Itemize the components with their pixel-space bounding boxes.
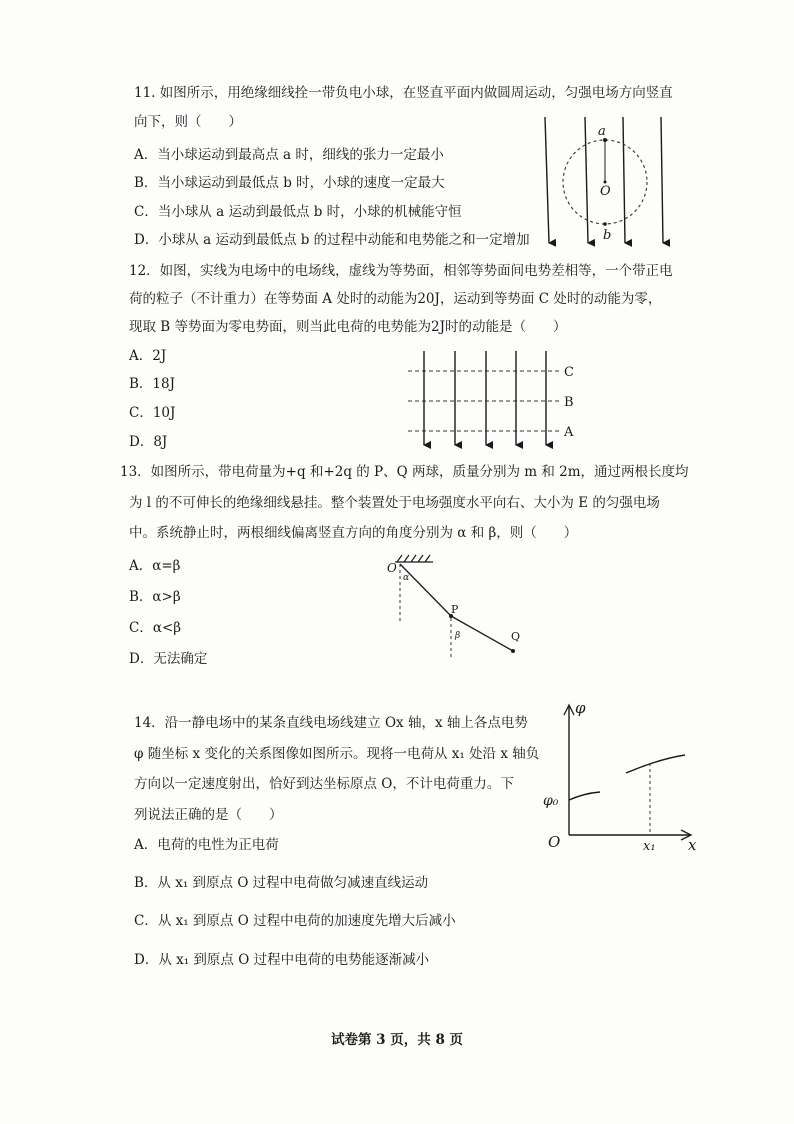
- q12-stem-line2: 荷的粒子（不计重力）在等势面 A 处时的动能为20J，运动到等势面 C 处时的动能为零，: [129, 291, 662, 307]
- q12-option-b: B．18J: [129, 376, 176, 392]
- q14-stem-line4: 列说法正确的是（ ）: [134, 807, 283, 823]
- q12-option-d: D．8J: [129, 434, 168, 450]
- q11-option-d: D．小球从 a 运动到最低点 b 的过程中动能和电势能之和一定增加: [134, 232, 530, 248]
- q11-label-b: b: [603, 228, 612, 243]
- q13-option-a: A．α=β: [129, 558, 181, 574]
- q14-option-b: B．从 x₁ 到原点 O 过程中电荷做匀减速直线运动: [134, 875, 429, 891]
- q14-stem-line3: 方向以一定速度射出，恰好到达坐标原点 O，不计电荷重力。下: [134, 776, 514, 792]
- q11-option-b: B．当小球运动到最低点 b 时，小球的速度一定最大: [134, 175, 445, 191]
- q14-curve-right: [626, 755, 685, 773]
- q13-option-d: D．无法确定: [129, 651, 208, 667]
- q11-label-o: O: [600, 184, 611, 199]
- q13-option-c: C．α<β: [129, 620, 182, 636]
- q14-label-o: O: [548, 833, 561, 851]
- q11-point-b: [603, 222, 607, 226]
- q14-option-c: C．从 x₁ 到原点 O 过程中电荷的加速度先增大后减小: [134, 913, 456, 929]
- q14-curve-left: [569, 792, 600, 800]
- q13-thread-pq: [451, 616, 513, 651]
- q11-figure: [535, 115, 685, 250]
- q12-label-c: C: [564, 365, 574, 380]
- field-line: [661, 117, 663, 243]
- q14-stem-line1: 14．沿一静电场中的某条直线电场线建立 Ox 轴，x 轴上各点电势: [134, 715, 528, 731]
- q12-stem-line1: 12．如图，实线为电场中的电场线，虚线为等势面，相邻等势面间电势差相等，一个带正电: [129, 263, 673, 279]
- q13-stem-line3: 中。系统静止时，两根细线偏离竖直方向的角度分别为 α 和 β，则（ ）: [129, 525, 578, 541]
- field-line: [585, 117, 588, 243]
- field-line: [545, 117, 549, 243]
- q13-label-q: Q: [511, 630, 521, 643]
- q12-equipotentials: [408, 371, 560, 431]
- q12-label-b: B: [564, 395, 574, 410]
- q13-stem-line1: 13．如图所示，带电荷量为+q 和+2q 的 P、Q 两球，质量分别为 m 和 2m，通过两根长度均: [120, 464, 689, 480]
- q12-option-c: C．10J: [129, 405, 176, 421]
- q12-stem-line3: 现取 B 等势面为零电势面，则当此电荷的电势能为2J时的动能是（ ）: [129, 319, 567, 335]
- q14-figure: [540, 695, 710, 855]
- q12-figure: [400, 345, 590, 450]
- q14-label-phi0: φ₀: [543, 793, 559, 809]
- q14-option-a: A．电荷的电性为正电荷: [134, 837, 279, 853]
- q12-label-a: A: [564, 425, 574, 440]
- page-footer: 试卷第 3 页，共 8 页: [330, 1032, 464, 1048]
- q14-label-x1: x₁: [643, 839, 656, 854]
- q11-option-c: C．当小球从 a 运动到最低点 b 时，小球的机械能守恒: [134, 204, 462, 220]
- q13-label-o: O: [387, 561, 397, 575]
- q13-figure: [375, 552, 525, 662]
- q13-label-p: P: [451, 603, 459, 616]
- q11-option-a: A．当小球运动到最高点 a 时，细线的张力一定最小: [134, 147, 444, 163]
- q13-ball-q: [511, 649, 515, 653]
- q13-stem-line2: 为 l 的不可伸长的绝缘细线悬挂。整个装置处于电场强度水平向右、大小为 E 的匀强电场: [129, 495, 660, 511]
- q14-option-d: D．从 x₁ 到原点 O 过程中电荷的电势能逐渐减小: [134, 952, 430, 968]
- field-line: [623, 117, 625, 243]
- q14-label-phi: φ: [575, 699, 586, 717]
- q11-stem-line2: 向下，则（ ）: [134, 114, 242, 130]
- q13-option-b: B．α>β: [129, 589, 181, 605]
- q14-stem-line2: φ 随坐标 x 变化的关系图像如图所示。现将一电荷从 x₁ 处沿 x 轴负: [134, 746, 540, 762]
- q13-ceiling: [395, 555, 433, 562]
- q11-label-a: a: [598, 124, 606, 139]
- q13-label-beta: β: [455, 631, 461, 641]
- q12-option-a: A．2J: [129, 348, 167, 364]
- q11-stem-line1: 11. 如图所示，用绝缘细线拴一带负电小球，在竖直平面内做圆周运动，匀强电场方向竖直: [134, 85, 673, 101]
- q13-label-alpha: α: [403, 573, 410, 583]
- q13-thread-op: [400, 564, 451, 616]
- q14-label-x: x: [688, 836, 697, 854]
